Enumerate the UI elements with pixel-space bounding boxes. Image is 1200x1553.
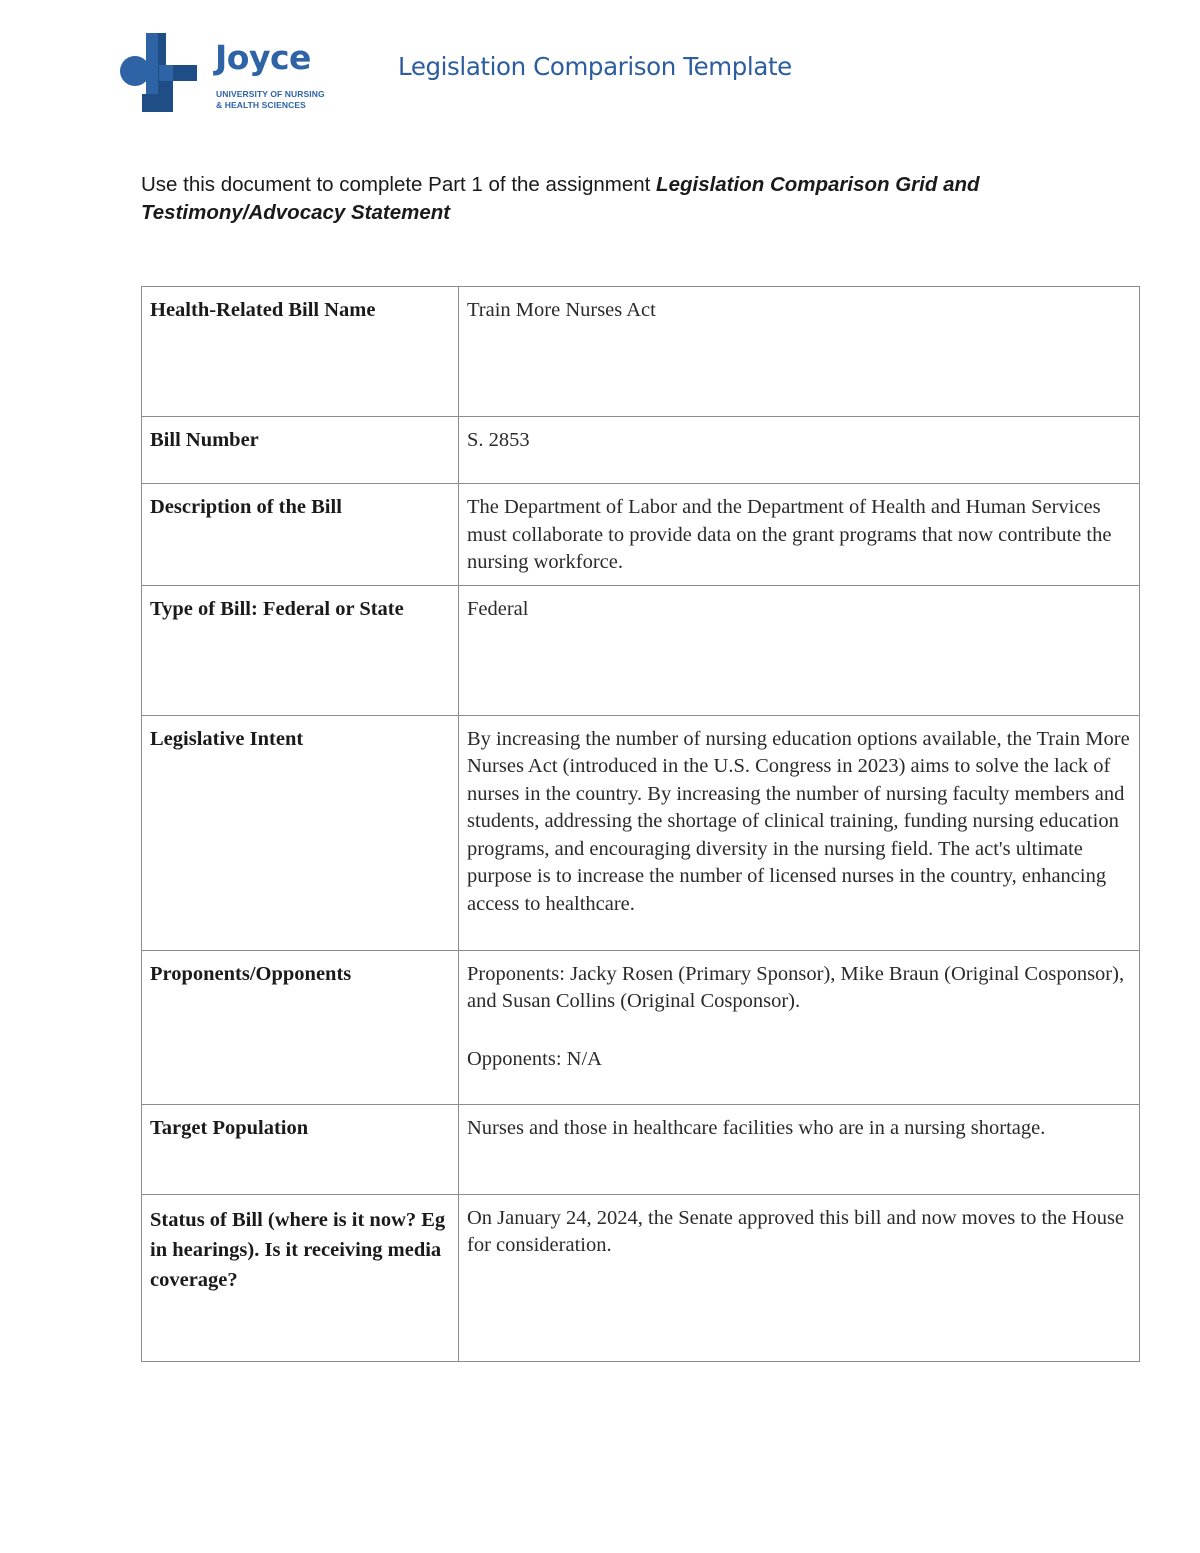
row-bill-number: [142, 417, 1140, 484]
label-status: Status of Bill (where is it now? Eg in hearings). Is it receiving media coverage?: [142, 1194, 459, 1361]
intro-text: Use this document to complete Part 1 of the assignment: [141, 173, 657, 196]
opponents-text: Opponents: N/A: [467, 1047, 602, 1070]
row-type: [142, 585, 1140, 715]
proponents-text: Proponents: Jacky Rosen (Primary Sponsor), Mike Braun (Original Cosponsor), and Susan Collins (Original Cosponsor).: [467, 962, 1125, 1012]
row-target-population: [142, 1104, 1140, 1194]
value-bill-number: S. 2853: [459, 417, 1140, 484]
label-type: Type of Bill: Federal or State: [142, 585, 459, 715]
value-target-population: Nurses and those in healthcare facilities who are in a nursing shortage.: [459, 1104, 1140, 1194]
label-target-population: Target Population: [142, 1104, 459, 1194]
paragraph-spacer: [467, 1016, 1131, 1046]
row-proponents: [142, 950, 1140, 1104]
intro-paragraph: [141, 171, 1101, 227]
value-type: Federal: [459, 585, 1140, 715]
row-bill-name: [142, 287, 1140, 417]
logo-wordmark: Joyce: [215, 38, 311, 77]
value-status: On January 24, 2024, the Senate approved this bill and now moves to the House for consideration.: [459, 1194, 1140, 1361]
assignment-name: Legislation Comparison Grid and Testimony/Advocacy Statement: [141, 173, 980, 224]
university-logo: [118, 30, 338, 116]
logo-subtitle: [216, 89, 325, 111]
legislation-comparison-grid: [141, 286, 1140, 1362]
label-bill-name: Health-Related Bill Name: [142, 287, 459, 417]
label-description: Description of the Bill: [142, 484, 459, 586]
value-bill-name: Train More Nurses Act: [459, 287, 1140, 417]
label-bill-number: Bill Number: [142, 417, 459, 484]
value-description: The Department of Labor and the Department of Health and Human Services must collaborate to provide data on the grant programs that now contribute the nursing workforce.: [459, 484, 1140, 586]
value-intent: By increasing the number of nursing education options available, the Train More Nurses Act (introduced in the U.S. Congress in 2023) aims to solve the lack of nurses in the country. By increasing the number of nursing faculty members and students, addressing the shortage of clinical training, funding nursing education programs, and encouraging diversity in the nursing field. The act's ultimate purpose is to increase the number of licensed nurses in the country, enhancing access to healthcare.: [459, 715, 1140, 950]
document-title: Legislation Comparison Template: [398, 52, 792, 81]
row-intent: [142, 715, 1140, 950]
logo-subtitle-line1: UNIVERSITY OF NURSING: [216, 89, 325, 99]
row-description: [142, 484, 1140, 586]
label-proponents: Proponents/Opponents: [142, 950, 459, 1104]
value-proponents: [459, 950, 1140, 1104]
logo-subtitle-line2: & HEALTH SCIENCES: [216, 100, 306, 110]
row-status: [142, 1194, 1140, 1361]
label-intent: Legislative Intent: [142, 715, 459, 950]
joyce-cross-logo-icon: [118, 30, 214, 116]
